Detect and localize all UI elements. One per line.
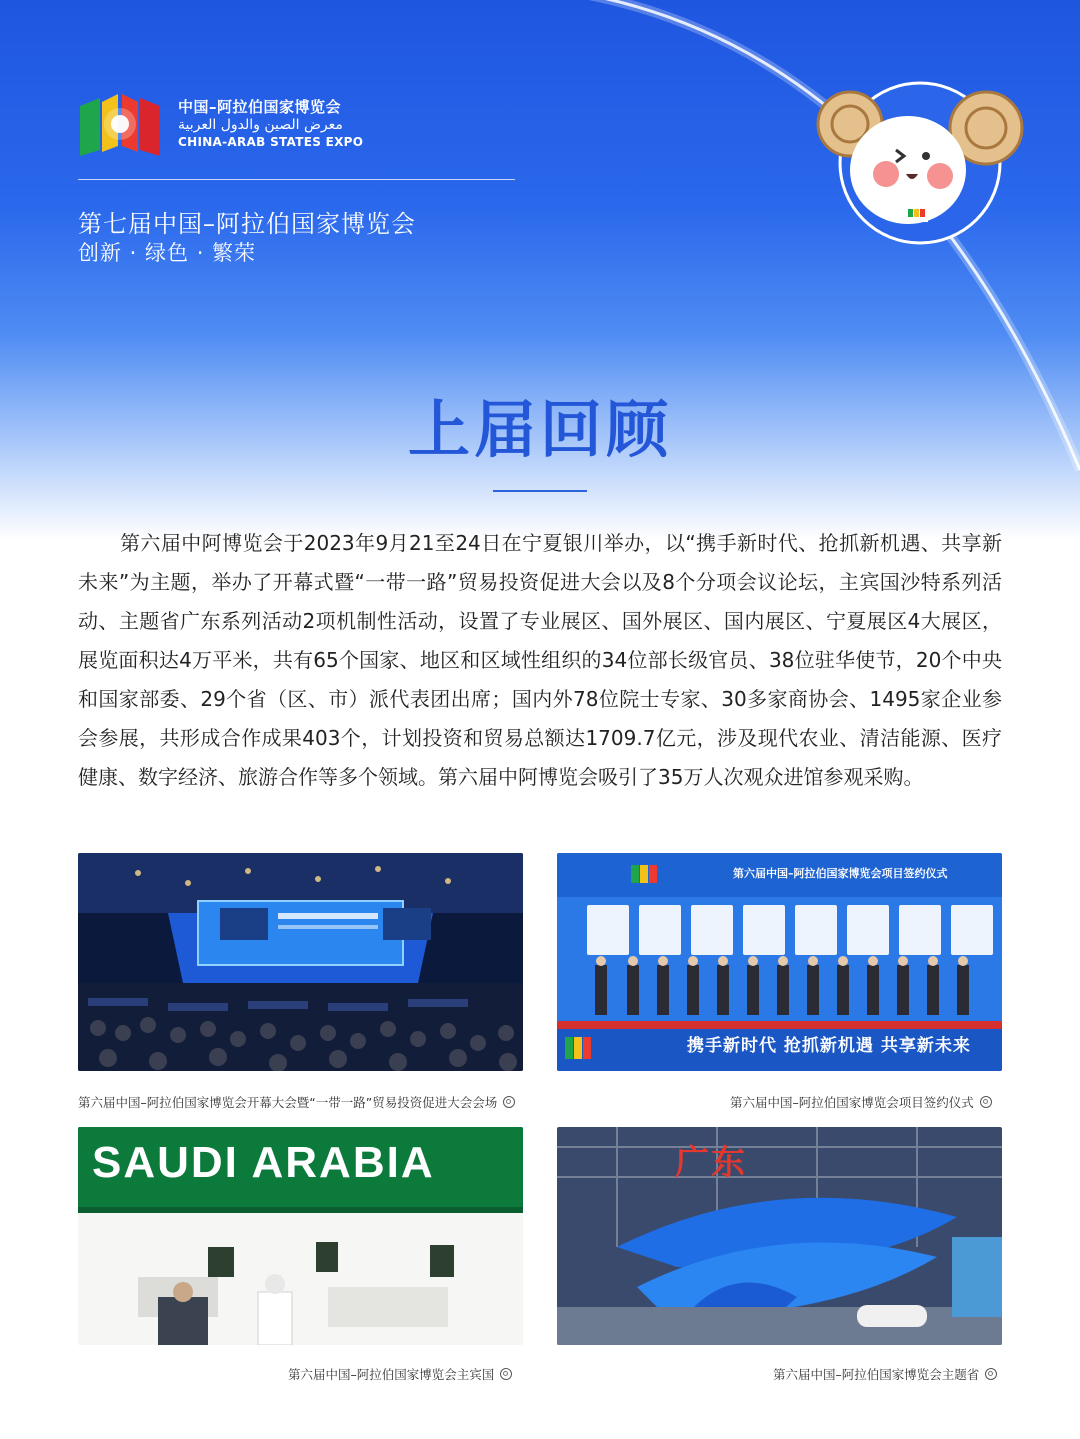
photo-signing-ceremony xyxy=(557,853,1002,1071)
caption-text: 第六届中国–阿拉伯国家博览会主宾国 xyxy=(288,1367,495,1382)
caption-theme-province xyxy=(773,1365,997,1383)
logo-arabic: معرض الصين والدول العربية xyxy=(178,117,343,133)
caption-signing-ceremony xyxy=(730,1093,992,1111)
caption-text: 第六届中国–阿拉伯国家博览会项目签约仪式 xyxy=(730,1095,974,1110)
photo-guangdong-pavilion xyxy=(557,1127,1002,1345)
expo-title: 第七届中国–阿拉伯国家博览会 xyxy=(78,210,416,238)
circle-icon xyxy=(980,1096,992,1108)
photo-saudi-pavilion xyxy=(78,1127,523,1345)
circle-icon xyxy=(985,1368,997,1380)
expo-logo xyxy=(78,92,162,158)
mascot-illustration xyxy=(808,78,1038,248)
caption-guest-country xyxy=(288,1365,512,1383)
caption-text: 第六届中国–阿拉伯国家博览会开幕大会暨“一带一路”贸易投资促进大会会场 xyxy=(78,1095,498,1110)
signing-banner-slogan: 携手新时代 抢抓新机遇 共享新未来 xyxy=(687,1036,971,1056)
logo-chinese: 中国–阿拉伯国家博览会 xyxy=(178,98,342,116)
title-underline xyxy=(493,490,587,492)
logo-english: CHINA-ARAB STATES EXPO xyxy=(178,135,364,149)
hero-banner xyxy=(0,0,1080,540)
photo-opening-ceremony xyxy=(78,853,523,1071)
circle-icon xyxy=(500,1368,512,1380)
guangdong-sign: 广东 xyxy=(675,1143,747,1183)
signing-board-title: 第六届中国–阿拉伯国家博览会项目签约仪式 xyxy=(733,867,948,880)
expo-slogan: 创新 · 绿色 · 繁荣 xyxy=(78,241,257,265)
caption-opening-ceremony xyxy=(78,1093,515,1111)
caption-text: 第六届中国–阿拉伯国家博览会主题省 xyxy=(773,1367,980,1382)
header-divider xyxy=(78,179,515,180)
saudi-arabia-sign: SAUDI ARABIA xyxy=(78,1127,523,1207)
section-title: 上届回顾 xyxy=(407,393,672,466)
circle-icon xyxy=(503,1096,515,1108)
logo-wordmark xyxy=(178,98,363,150)
review-paragraph: 第六届中阿博览会于2023年9月21至24日在宁夏银川举办，以“携手新时代、抢抓新机遇、共享新未来”为主题，举办了开幕式暨“一带一路”贸易投资促进大会以及8个分项会议论坛，主宾国沙特系列活动、主题省广东系列活动2项机制性活动，设置了专业展区、国外展区、国内展区、宁夏展区4大展区，展览面积达4万平米，共有65个国家、地区和区域性组织的34位部长级官员、38位驻华使节，20个中央和国家部委、29个省（区、市）派代表团出席；国内外78位院士专家、30多家商协会、1495家企业参会参展，共形成合作成果403个，计划投资和贸易总额达1709.7亿元，涉及现代农业、清洁能源、医疗健康、数字经济、旅游合作等多个领域。第六届中阿博览会吸引了35万人次观众进馆参观采购。 xyxy=(78,531,1002,789)
